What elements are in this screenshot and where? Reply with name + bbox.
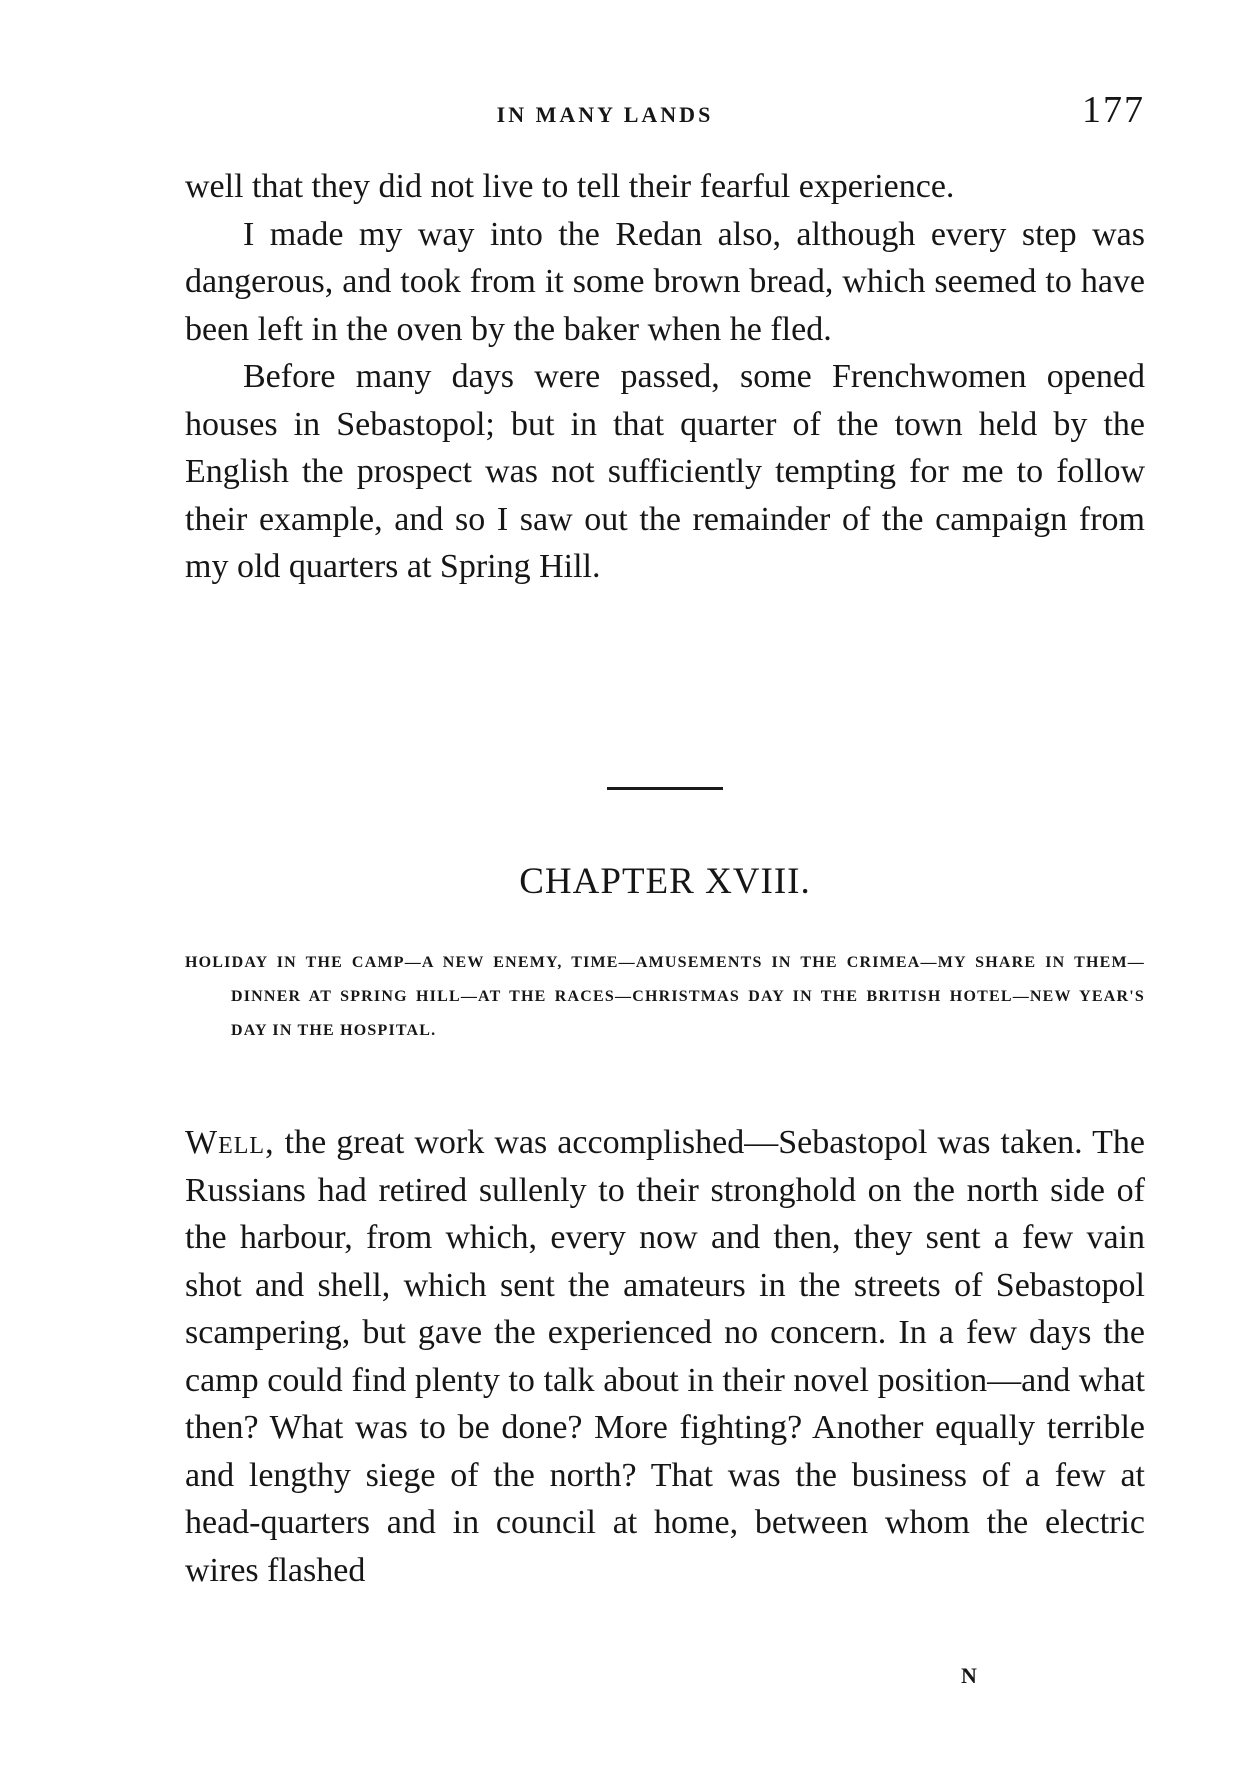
chapter-opening-paragraph: [185, 1119, 1145, 1594]
opening-paragraph-text: the great work was accomplished—Sebastopol was taken. The Russians had retired sullenly to their stronghold on the north side of the harbour, from which, every now and then, they sent a few vain shot and shell, which sent the amateurs in the streets of Sebastopol scampering, but gave the experienced no concern. In a few days the camp could find plenty to talk about in their novel position—and what then? What was to be done? More fighting? Another equally terrible and lengthy siege of the north? That was the business of a few at head-quarters and in council at home, between whom the electric wires flashed: [185, 1124, 1145, 1589]
chapter-title: CHAPTER XVIII.: [519, 861, 811, 902]
page-number: 177: [1082, 89, 1145, 131]
book-page: [185, 0, 1145, 1789]
body-text-top: [185, 163, 1145, 591]
signature-mark: N: [961, 1663, 977, 1688]
chapter-synopsis: HOLIDAY IN THE CAMP—A NEW ENEMY, TIME—AMUSEMENTS IN THE CRIMEA—MY SHARE IN THEM—DINNER AT SPRING HILL—AT THE RACES—CHRISTMAS DAY IN THE BRITISH HOTEL—NEW YEAR'S DAY IN THE HOSPITAL.: [185, 954, 1145, 1039]
paragraph: I made my way into the Redan also, although every step was dangerous, and took from it some brown bread, which seemed to have been left in the oven by the baker when he fled.: [185, 215, 1145, 348]
running-title: IN MANY LANDS: [496, 102, 714, 127]
opening-word: Well,: [185, 1124, 275, 1161]
paragraph: well that they did not live to tell their fearful experience.: [185, 168, 955, 205]
paragraph: Before many days were passed, some Frenchwomen opened houses in Sebastopol; but in that quarter of the town held by the English the prospect was not sufficiently tempting for me to follow their example, and so I saw out the remainder of the campaign from my old quarters at Spring Hill.: [185, 358, 1145, 585]
running-head: [185, 88, 1145, 134]
chapter-body-text: [185, 1119, 1145, 1594]
section-divider-rule: [607, 787, 723, 790]
